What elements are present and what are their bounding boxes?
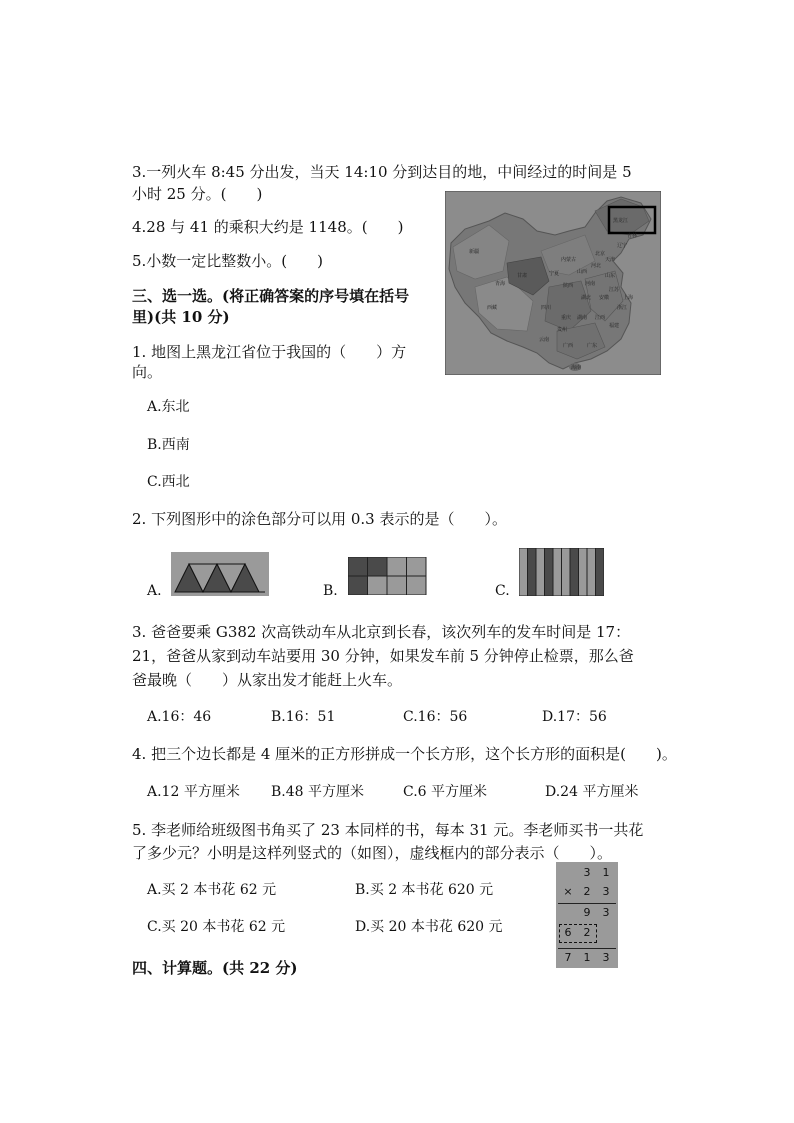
map-label-28: 宁夏 <box>549 271 560 277</box>
map-label-21: 河北 <box>591 263 602 269</box>
map-label-18: 湖北 <box>581 295 592 301</box>
map-label-22: 北京 <box>595 251 606 257</box>
calc-r4-tens: 2 <box>583 926 591 939</box>
map-label-14: 浙江 <box>617 305 628 311</box>
calc-r4-hundreds: 6 <box>564 926 572 939</box>
map-label-3: 西藏 <box>487 305 498 311</box>
q1-line1: 1. 地图上黑龙江省位于我国的（ ）方 <box>132 343 407 361</box>
calc-r2-ones: 3 <box>602 885 610 898</box>
china-map-icon <box>445 191 661 375</box>
map-label-23: 天津 <box>605 257 616 263</box>
q1-option-a: A.东北 <box>147 399 190 415</box>
q2-label-c: C. <box>495 583 510 599</box>
calc-r5-ones: 3 <box>602 951 610 964</box>
q5-line1: 5. 李老师给班级图书角买了 23 本同样的书，每本 31 元。李老师买书一共花 <box>132 821 644 839</box>
map-label-17: 安徽 <box>599 295 610 301</box>
map-label-16: 江苏 <box>609 287 620 293</box>
q2-figure-c <box>519 548 604 596</box>
q3-option-a: A.16：46 <box>147 709 212 725</box>
calc-r1-tens: 3 <box>583 866 591 879</box>
map-label-25: 吉林 <box>627 233 638 239</box>
q2-stem: 2. 下列图形中的涂色部分可以用 0.3 表示的是（ ）。 <box>132 510 507 528</box>
q2-figure-b <box>348 557 427 595</box>
q5-option-d: D.买 20 本书花 620 元 <box>355 919 503 935</box>
q4-option-a: A.12 平方厘米 <box>147 784 240 800</box>
vertical-calculation-figure <box>556 862 618 968</box>
calc-r5-tens: 1 <box>583 951 591 964</box>
map-label-20: 山东 <box>605 273 616 279</box>
map-label-29: 重庆 <box>561 315 572 321</box>
q4-option-b: B.48 平方厘米 <box>271 784 365 800</box>
q1-option-b: B.西南 <box>147 437 190 453</box>
map-label-30: 贵州 <box>557 327 568 333</box>
q5-line2: 了多少元？小明是这样列竖式的（如图），虚线框内的部分表示（ ）。 <box>132 844 613 862</box>
map-label-6: 四川 <box>541 305 552 311</box>
calc-r1-ones: 1 <box>602 866 610 879</box>
q1-line2: 向。 <box>132 363 163 381</box>
map-label-10: 海南 <box>571 365 582 371</box>
q3-line3: 爸最晚（ ）从家出发才能赶上火车。 <box>132 671 403 689</box>
map-label-19: 河南 <box>585 281 596 287</box>
calc-r2-tens: 2 <box>583 885 591 898</box>
judge-q4: 4.28 与 41 的乘积大约是 1148。( ) <box>132 218 404 236</box>
q2-figure-a <box>171 552 269 596</box>
calc-rule-1 <box>558 903 616 904</box>
map-label-2: 新疆 <box>469 249 480 255</box>
map-label-11: 湖南 <box>577 315 588 321</box>
map-label-7: 云南 <box>539 337 550 343</box>
calc-r3-ones: 3 <box>602 906 610 919</box>
map-label-15: 上海 <box>623 295 634 301</box>
q5-option-b: B.买 2 本书花 620 元 <box>355 882 494 898</box>
map-label-27: 陕西 <box>563 283 574 289</box>
q4-option-c: C.6 平方厘米 <box>403 784 488 800</box>
map-label-1: 内蒙古 <box>561 257 577 263</box>
q5-option-a: A.买 2 本书花 62 元 <box>147 882 277 898</box>
map-label-8: 广西 <box>563 343 574 349</box>
q5-option-c: C.买 20 本书花 62 元 <box>147 919 286 935</box>
map-label-24: 辽宁 <box>617 243 628 249</box>
calc-times-sign: × <box>563 885 573 898</box>
q2-label-a: A. <box>147 583 162 599</box>
map-label-13: 福建 <box>609 323 620 329</box>
section3-title-line2: 里)(共 10 分) <box>132 308 230 326</box>
map-label-5: 甘肃 <box>517 273 528 279</box>
q3-line2: 21，爸爸从家到动车站要用 30 分钟，如果发车前 5 分钟停止检票，那么爸 <box>132 647 634 665</box>
q1-option-c: C.西北 <box>147 474 190 490</box>
calc-rule-2 <box>558 948 616 949</box>
judge-q3-line2: 小时 25 分。( ) <box>132 185 263 203</box>
q4-option-d: D.24 平方厘米 <box>545 784 639 800</box>
map-label-4: 青海 <box>495 281 506 287</box>
judge-q5: 5.小数一定比整数小。( ) <box>132 252 324 270</box>
calc-r3-tens: 9 <box>583 906 591 919</box>
judge-q3-line1: 3.一列火车 8:45 分出发，当天 14:10 分到达目的地，中间经过的时间是 5 <box>132 163 632 181</box>
q2-label-b: B. <box>323 583 338 599</box>
q4-stem: 4. 把三个边长都是 4 厘米的正方形拼成一个长方形，这个长方形的面积是( )。 <box>132 745 677 763</box>
calc-r5-hundreds: 7 <box>564 951 572 964</box>
q3-option-c: C.16：56 <box>403 709 468 725</box>
q3-option-b: B.16：51 <box>271 709 336 725</box>
section4-title: 四、计算题。(共 22 分) <box>132 959 298 977</box>
section3-title-line1: 三、选一选。(将正确答案的序号填在括号 <box>132 287 410 305</box>
map-label-26: 山西 <box>577 269 588 275</box>
q3-line1: 3. 爸爸要乘 G382 次高铁动车从北京到长春，该次列车的发车时间是 17： <box>132 623 631 641</box>
q3-option-d: D.17：56 <box>542 709 607 725</box>
map-label-12: 江西 <box>595 315 606 321</box>
map-label-9: 广东 <box>587 343 598 349</box>
map-label-0: 黑龙江 <box>613 218 629 224</box>
